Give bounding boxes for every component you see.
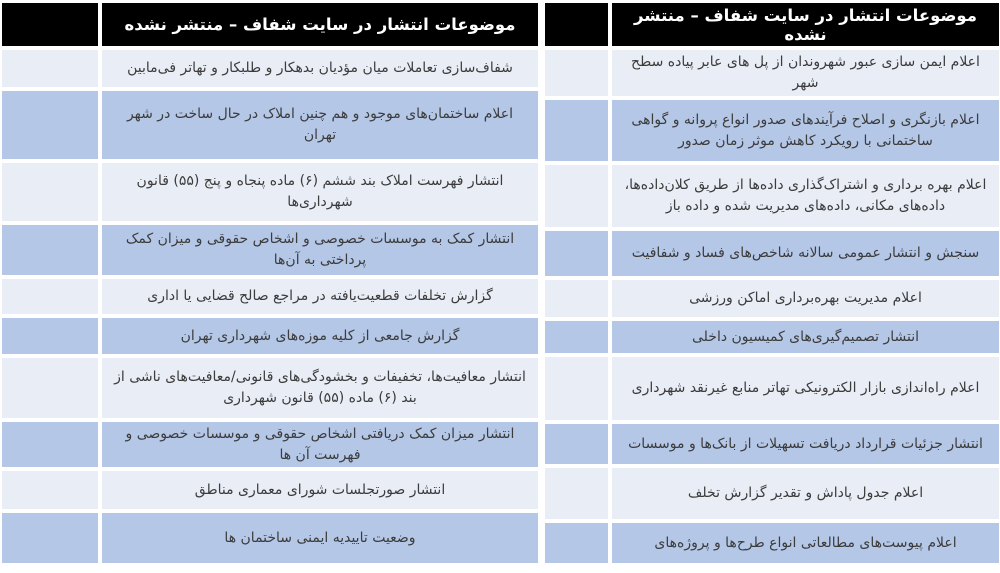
row-marker-cell bbox=[545, 231, 608, 276]
row-marker-cell bbox=[2, 163, 98, 221]
row-marker-cell bbox=[545, 424, 608, 464]
table-row-cell: اعلام پیوست‌های مطالعاتی انواع طرح‌ها و پروژه‌های bbox=[612, 523, 999, 563]
table-row-cell: انتشار صورتجلسات شورای معماری مناطق bbox=[102, 471, 538, 509]
row-marker-cell bbox=[2, 50, 98, 87]
row-marker-cell bbox=[2, 91, 98, 159]
table-row-cell: اعلام راه‌اندازی بازار الکترونیکی تهاتر منابع غیرنقد شهرداری bbox=[612, 357, 999, 420]
row-marker-cell bbox=[2, 471, 98, 509]
row-marker-cell bbox=[545, 100, 608, 161]
table-row-cell: گزارش تخلفات قطعیت‌یافته در مراجع صالح قضایی یا اداری bbox=[102, 279, 538, 314]
table-row-cell: شفاف‌سازی تعاملات میان مؤدیان بدهکار و طلبکار و تهاتر فی‌مابین bbox=[102, 50, 538, 87]
table-row-cell: اعلام جدول پاداش و تقدیر گزارش تخلف bbox=[612, 468, 999, 519]
table-row-cell: اعلام ساختمان‌های موجود و هم چنین املاک در حال ساخت در شهر تهران bbox=[102, 91, 538, 159]
header-spacer-cell bbox=[545, 3, 608, 46]
row-marker-cell bbox=[2, 358, 98, 418]
table-row-cell: انتشار میزان کمک دریافتی اشخاص حقوقی و موسسات خصوصی و فهرست آن ها bbox=[102, 422, 538, 467]
table-row-cell: انتشار فهرست املاک بند ششم (۶) ماده پنجاه و پنج (۵۵) قانون شهرداری‌ها bbox=[102, 163, 538, 221]
table-row-cell: انتشار جزئیات قرارداد دریافت تسهیلات از بانک‌ها و موسسات bbox=[612, 424, 999, 464]
table-row-cell: گزارش جامعی از کلیه موزه‌های شهرداری تهران bbox=[102, 318, 538, 354]
left-table bbox=[2, 3, 538, 563]
table-row-cell: انتشار کمک به موسسات خصوصی و اشخاص حقوقی و میزان کمک پرداختی به آن‌ها bbox=[102, 225, 538, 275]
table-row-cell: اعلام ایمن سازی عبور شهروندان از پل های عابر پیاده سطح شهر bbox=[612, 50, 999, 96]
row-marker-cell bbox=[545, 321, 608, 353]
row-marker-cell bbox=[545, 523, 608, 563]
row-marker-cell bbox=[545, 165, 608, 227]
table-row-cell: وضعیت تاییدیه ایمنی ساختمان ها bbox=[102, 513, 538, 563]
row-marker-cell bbox=[545, 50, 608, 96]
table-header: موضوعات انتشار در سایت شفاف – منتشر نشده bbox=[612, 3, 999, 46]
header-spacer-cell bbox=[2, 3, 98, 46]
table-row-cell: اعلام بهره برداری و اشتراک‌گذاری داده‌ها از طریق کلان‌داده‌ها، داده‌های مکانی، داده‌های مدیریت شده و داده باز bbox=[612, 165, 999, 227]
table-row-cell: اعلام بازنگری و اصلاح فرآیندهای صدور انواع پروانه و گواهی ساختمانی با رویکرد کاهش موثر زمان صدور bbox=[612, 100, 999, 161]
table-row-cell: انتشار تصمیم‌گیری‌های کمیسیون داخلی bbox=[612, 321, 999, 353]
row-marker-cell bbox=[545, 357, 608, 420]
right-table bbox=[545, 3, 999, 563]
table-header: موضوعات انتشار در سایت شفاف – منتشر نشده bbox=[102, 3, 538, 46]
table-row-cell: انتشار معافیت‌ها، تخفیفات و بخشودگی‌های قانونی/معافیت‌های ناشی از بند (۶) ماده (۵۵) قانون شهرداری bbox=[102, 358, 538, 418]
row-marker-cell bbox=[545, 280, 608, 317]
row-marker-cell bbox=[2, 225, 98, 275]
row-marker-cell bbox=[545, 468, 608, 519]
table-row-cell: سنجش و انتشار عمومی سالانه شاخص‌های فساد و شفافیت bbox=[612, 231, 999, 276]
row-marker-cell bbox=[2, 279, 98, 314]
table-row-cell: اعلام مدیریت بهره‌برداری اماکن ورزشی bbox=[612, 280, 999, 317]
row-marker-cell bbox=[2, 422, 98, 467]
row-marker-cell bbox=[2, 318, 98, 354]
row-marker-cell bbox=[2, 513, 98, 563]
